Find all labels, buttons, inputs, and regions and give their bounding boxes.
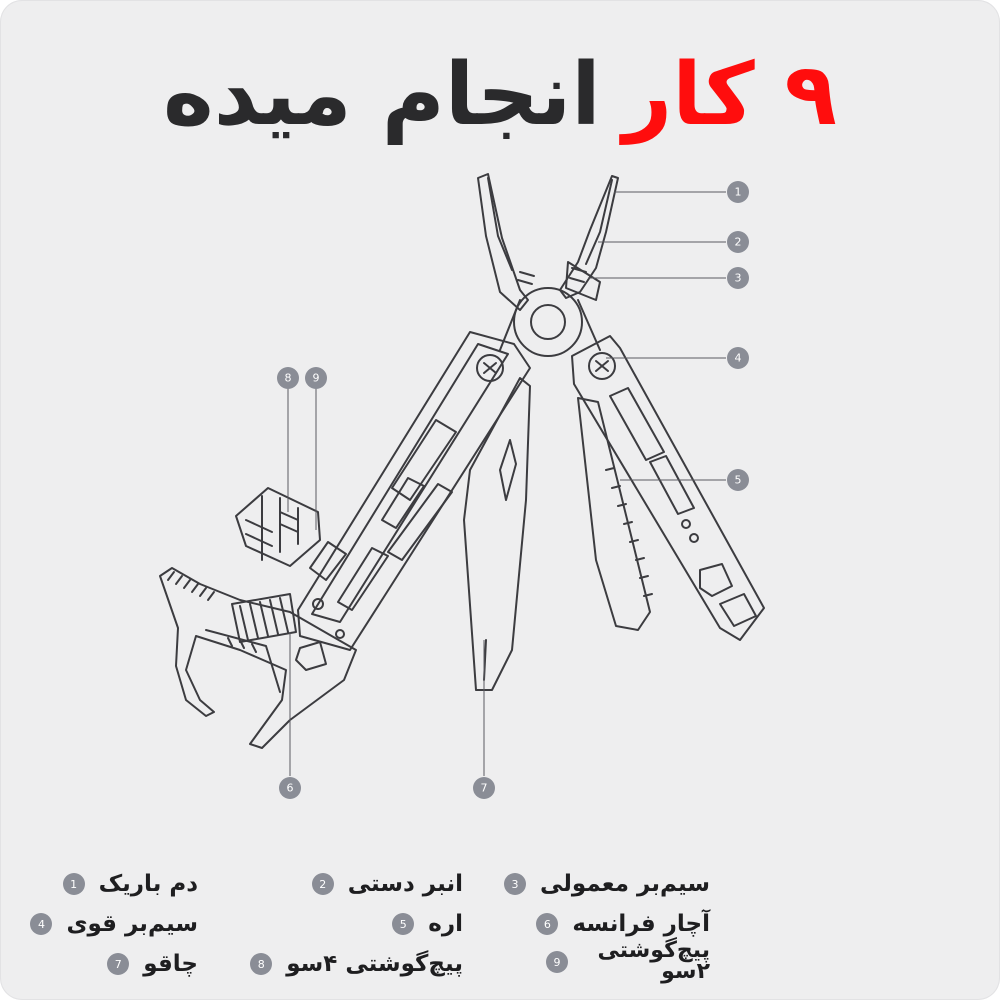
legend-label: پیچ‌گوشتی ۴سو [286, 950, 463, 977]
legend-number: 3 [504, 873, 526, 895]
svg-text:6: 6 [286, 781, 294, 795]
legend-item-6 [536, 906, 710, 942]
svg-text:8: 8 [284, 371, 292, 385]
legend-label: انبر دستی [347, 870, 463, 897]
legend-label: اره [428, 910, 463, 937]
svg-text:1: 1 [734, 185, 742, 199]
svg-text:2: 2 [734, 235, 742, 249]
headline-highlight: ۹ کار [622, 45, 838, 145]
legend-number: 8 [250, 953, 272, 975]
legend-label: پیچ‌گوشتی ۲سو [597, 938, 710, 984]
svg-text:5: 5 [734, 473, 742, 487]
pliers-jaws [478, 174, 618, 310]
legend-number: 9 [546, 951, 568, 973]
legend-label: دم باریک [98, 870, 198, 897]
legend-number: 2 [312, 873, 334, 895]
headline-main: انجام میده [162, 45, 601, 145]
callout-6 [279, 777, 301, 799]
legend-item-7 [107, 946, 198, 982]
adjustable-wrench [160, 568, 356, 748]
legend-item-4 [30, 906, 198, 942]
legend-number: 7 [107, 953, 129, 975]
legend-item-8 [250, 946, 463, 982]
callout-badges [277, 181, 749, 799]
knife-blade [464, 378, 530, 690]
callout-7 [473, 777, 495, 799]
legend-item-1 [63, 866, 198, 902]
legend-label: سیم‌بر قوی [66, 910, 198, 937]
callout-9 [305, 367, 327, 389]
callout-4 [727, 347, 749, 369]
callout-1 [727, 181, 749, 203]
callout-5 [727, 469, 749, 491]
callout-lines [288, 192, 726, 776]
svg-text:7: 7 [480, 781, 488, 795]
legend-item-9 [546, 938, 710, 984]
callout-8 [277, 367, 299, 389]
legend-label: آچار فرانسه [572, 910, 710, 937]
callout-3 [727, 267, 749, 289]
legend-number: 6 [536, 913, 558, 935]
legend-item-5 [392, 906, 463, 942]
svg-text:4: 4 [734, 351, 742, 365]
svg-text:9: 9 [312, 371, 320, 385]
bit-holder [236, 488, 320, 566]
saw-blade [578, 398, 652, 630]
legend-number: 1 [63, 873, 85, 895]
callout-2 [727, 231, 749, 253]
legend-label: چاقو [143, 950, 198, 977]
left-handle [296, 332, 530, 670]
svg-text:3: 3 [734, 271, 742, 285]
legend-number: 5 [392, 913, 414, 935]
legend-label: سیم‌بر معمولی [540, 870, 710, 897]
legend-item-2 [312, 866, 463, 902]
legend-number: 4 [30, 913, 52, 935]
legend-item-3 [504, 866, 710, 902]
